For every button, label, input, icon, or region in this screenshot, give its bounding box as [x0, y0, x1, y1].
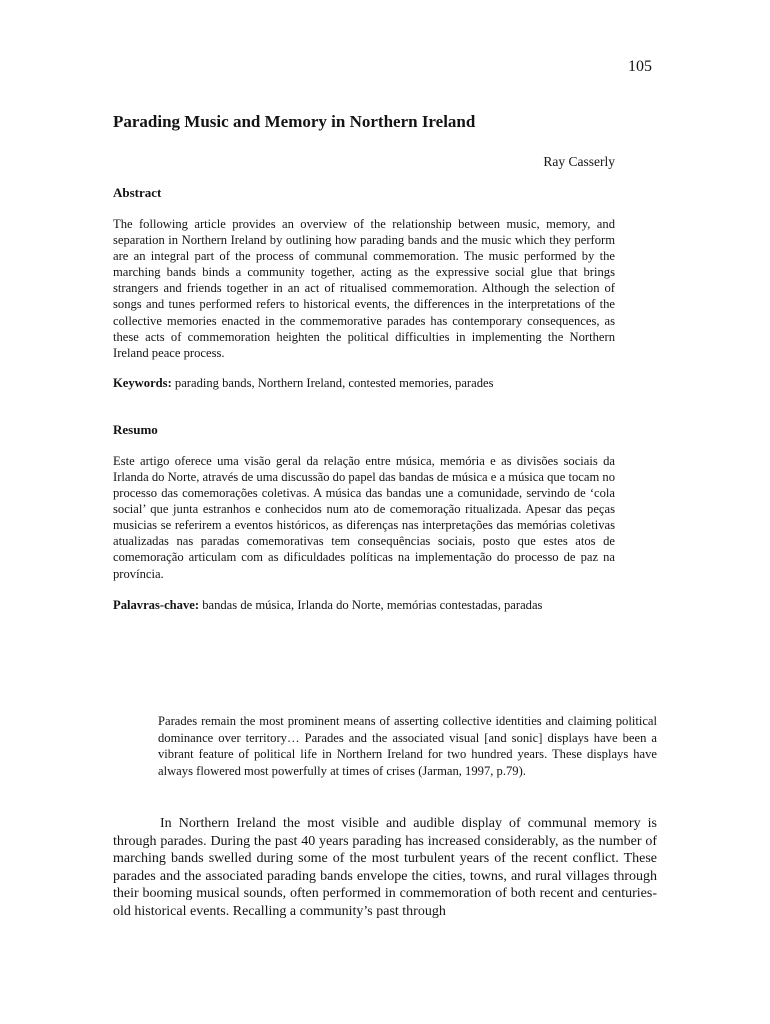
abstract-heading: Abstract [113, 185, 162, 200]
article-title: Parading Music and Memory in Northern Ireland [113, 112, 476, 131]
abstract-text: The following article provides an overview of the relationship between music, memory, and separation in Northern Ireland by outlining how parading bands and the music which they perform are an integral part of the process of communal commemoration. The music performed by the marching bands binds a community together, acting as the expressive social glue that brings strangers and friends together in an act of ritualised commemoration. Although the selection of songs and tunes performed refers to historical events, the differences in the interpretations of the collective memories enacted in the commemorative parades has contemporary consequences, as these acts of commemoration heighten the political difficulties in implementing the Northern Ireland peace process. [113, 217, 615, 360]
resumo-text: Este artigo oferece uma visão geral da relação entre música, memória e as divisões sociais da Irlanda do Norte, através de uma discussão do papel das bandas de música e a música que tocam no processo das comemorações coletivas. A música das bandas une a comunidade, servindo de ‘cola social’ que junta estranhos e conhecidos num ato de comemoração ritualizada. Apesar das peças musicias se referirem a eventos históricos, as diferenças nas interpretações das memórias coletivas atualizadas nas paradas comemorativas tem consequências sociais, posto que estes atos de comemoração articulam com as dificuldades políticas na implementação do processo de paz na província. [113, 453, 615, 581]
page-number: 105 [628, 58, 652, 75]
keywords-text: parading bands, Northern Ireland, contested memories, parades [171, 375, 494, 390]
palavras-chave-label: Palavras-chave: [113, 597, 200, 612]
palavras-chave-text: bandas de música, Irlanda do Norte, memórias contestadas, paradas [199, 597, 543, 612]
keywords-label: Keywords: [113, 375, 172, 390]
epigraph-quote: Parades remain the most prominent means of asserting collective identities and claiming political dominance over territory… Parades and the associated visual [and sonic] displays have been a vibrant feature of political life in Northern Ireland for two hundred years. These displays have always flowered most powerfully at times of crises (Jarman, 1997, p.79). [158, 714, 657, 778]
keywords-line [113, 375, 615, 391]
body-paragraph: In Northern Ireland the most visible and audible display of communal memory is through parades. During the past 40 years parading has increased considerably, as the number of marching bands swelled during some of the most turbulent years of the recent conflict. These parades and the associated parading bands envelope the cities, towns, and rural villages through their booming musical sounds, often performed in commemoration of both recent and centuries-old historical events. Recalling a community’s past through [113, 816, 657, 919]
article-front-matter [113, 111, 615, 613]
resumo-heading: Resumo [113, 421, 158, 437]
palavras-chave-line [113, 597, 615, 613]
author-name: Ray Casserly [543, 154, 615, 169]
